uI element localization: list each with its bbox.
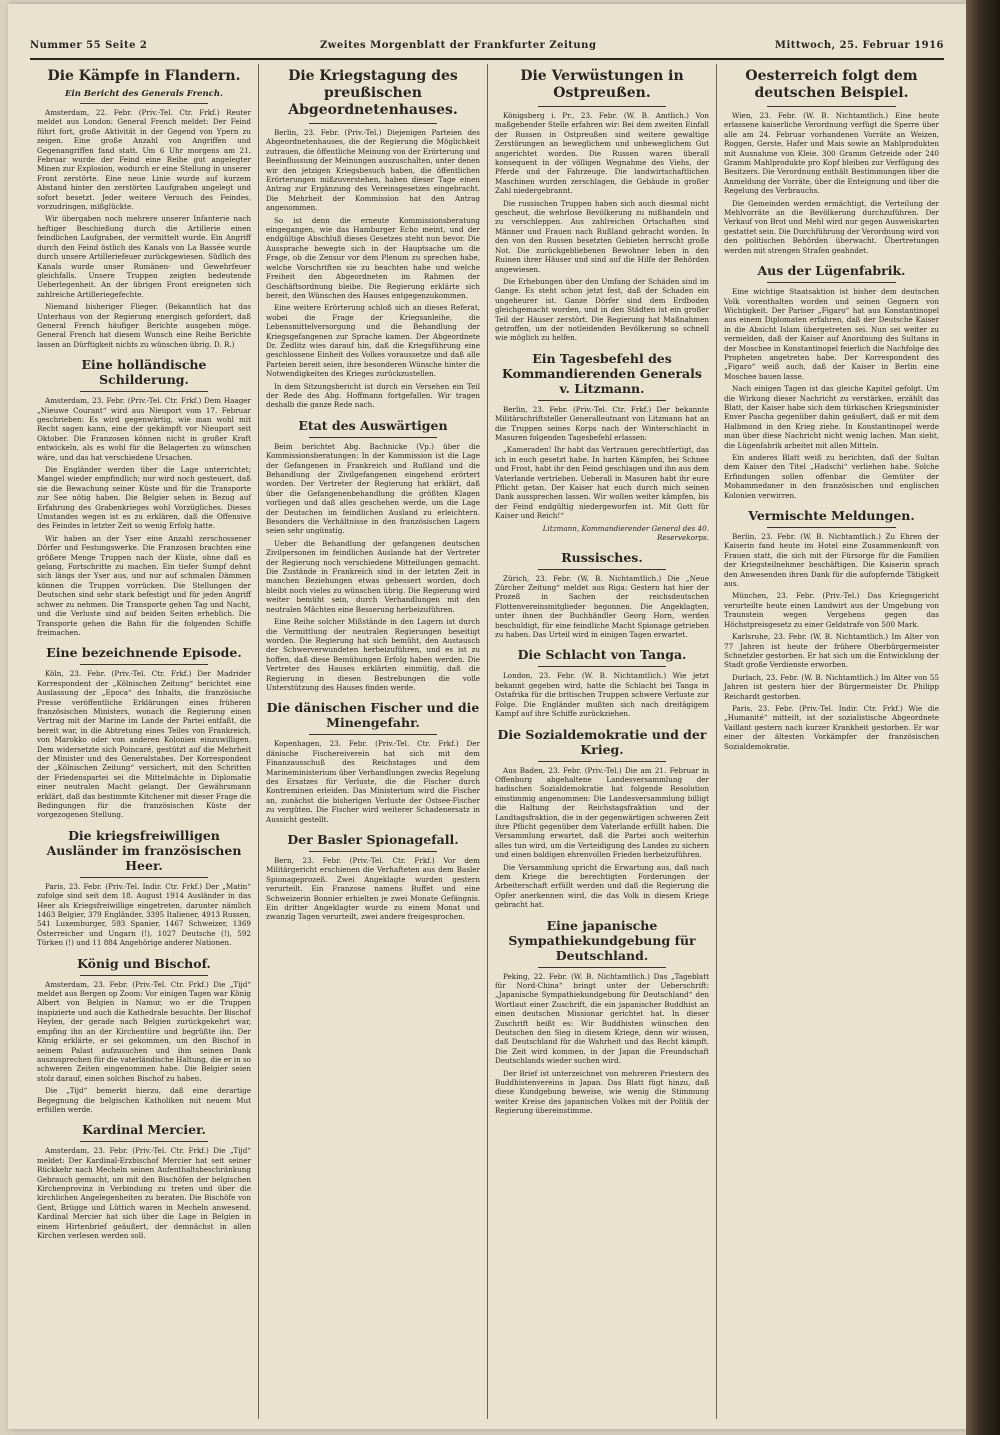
article-paragraph: Eine wichtige Staatsaktion ist bisher dem deutschen Volk vorenthalten worden und seinen Gegnern von Wichtigkeit. Der Pariser „Figaro“ hat aus Konstantinopel aus einem Diplomaten erfahren, daß der Deutsche Kaiser in die Absicht Islam übergetreten sei. Nun sei weiter zu vermelden, daß der Kaiser auf Anordnung des Sultans in der Moschee in Konstantinopel feierlich die Nachfolge des Propheten angetreten habe. Der Korrespondent des „Figaro“ weiß auch, daß der Kaiser in Berlin eine Moschee bauen lasse.: [724, 287, 939, 381]
article-paragraph: Die Erhebungen über den Umfang der Schäden sind im Gange. Es steht schon jetzt fest, daß der Schaden ein ungeheurer ist. Ganze Dörfer sind dem Erdboden gleichgemacht worden, und in den Städten ist ein großer Teil der Häuser zerstört. Die Regierung hat Maßnahmen getroffen, um der notleidenden Bevölkerung so schnell wie möglich zu helfen.: [495, 276, 709, 343]
divider: [538, 666, 666, 667]
article-headline: Die dänischen Fischer und die Minengefahr.: [266, 700, 480, 731]
article: [266, 700, 480, 824]
article-paragraph: Eine weitere Erörterung schloß sich an dieses Referat, wobei die Frage der Kriegsanleihe, die Lebensmittelversorgung und die Behandlung der Kriegsgefangenen zur Sprache kamen. Der Abgeordnete Dr. Zedlitz wies darauf hin, daß die Kriegsführung eine geschlossene Einheit des Volkes voraussetze und daß alle Parteien bereit seien, ihre besonderen Wünsche hinter die Notwendigkeiten des Krieges zurückzustellen.: [266, 303, 480, 379]
divider: [767, 527, 896, 528]
article-paragraph: Beim berichtet Abg. Bachnicke (Vp.) über die Kommissionsberatungen: In der Kommission ist die Lage der Gefangenen in Frankreich und Rußland und die Behandlung der Zivilgefangenen eingehend erörtert worden. Der Vertreter der Regierung hat erklärt, daß über die Gefangenenbehandlung die größten Klagen vorliegen und daß alles geschehen werde, um die Lage der Deutschen im feindlichen Ausland zu erleichtern. Besonders die Verhältnisse in den französischen Lagern seien sehr ungünstig.: [266, 441, 480, 536]
divider: [309, 734, 437, 735]
divider: [767, 106, 896, 107]
article-paragraph: „Kameraden! Ihr habt das Vertrauen gerechtfertigt, das ich in euch gesetzt habe. In harten Kämpfen, bei Schnee und Frost, habt ihr den Feind geschlagen und ihn aus dem Vaterlande vertrieben. Ueberall in Masuren habt ihr eure Pflicht getan. Der Kaiser hat euch durch mich seinen Dank aussprechen lassen. Wir wollen weiter kämpfen, bis der Feind endgültig niedergeworfen ist. Mit Gott für Kaiser und Reich!“: [495, 445, 709, 521]
newspaper-page: [8, 4, 966, 1429]
article-signature: Litzmann, Kommandierender General des 40. Reservekorps.: [542, 523, 709, 542]
article-subhead: Ein Bericht des Generals French.: [65, 89, 223, 99]
divider: [309, 123, 437, 124]
article: [266, 68, 480, 410]
article-body: [495, 405, 709, 521]
article: [724, 68, 939, 255]
divider: [538, 569, 666, 570]
article: [37, 357, 251, 637]
article-body: [495, 111, 709, 343]
column-4: [717, 64, 946, 1419]
article-paragraph: Ueber die Behandlung der gefangenen deutschen Zivilpersonen im feindlichen Auslande hat der Vertreter der Regierung noch verschiedene Mitteilungen gemacht. Die Zustände in Frankreich sind in der letzten Zeit in manchen Beziehungen etwas gebessert worden, doch bleibt noch vieles zu wünschen übrig. Die Regierung wird weiter bemüht sein, durch Verhandlungen mit den neutralen Mächten eine Besserung herbeizuführen.: [266, 538, 480, 614]
column-3: [488, 64, 717, 1419]
article-paragraph: Die russischen Truppen haben sich auch diesmal nicht gescheut, die wehrlose Bevölkerung zu mißhandeln und zu verschleppen. Aus zahlreichen Ortschaften sind Männer und Frauen nach Rußland gebracht worden. In den von den Russen besetzten Gebieten herrscht große Not. Die zurückgebliebenen Bewohner leben in den Ruinen ihrer Häuser und sind auf die Hilfe der Behörden angewiesen.: [495, 198, 709, 274]
article-paragraph: Durlach, 23. Febr. (W. B. Nichtamtlich.) Im Alter von 55 Jahren ist gestern hier der Bürgermeister Dr. Philipp Reichardt gestorben.: [724, 672, 939, 701]
article: [37, 645, 251, 820]
divider: [538, 967, 666, 968]
article-paragraph: London, 23. Febr. (W. B. Nichtamtlich.) Wie jetzt bekannt gegeben wird, hatte die Schlacht bei Tanga in Ostafrika für die britischen Truppen schwere Verluste zur Folge. Die Engländer mußten sich nach dreitägigem Kampf auf ihre Schiffe zurückziehen.: [495, 671, 709, 719]
article-body: [266, 442, 480, 693]
article-paragraph: Kopenhagen, 23. Febr. (Priv.-Tel. Ctr. Frkf.) Der dänische Fischereiverein hat sich mit dem Finanzausschuß des Reichstages und dem Marineministerium über Verhandlungen zwecks Regelung des Ersatzes für Verluste, die die Fischer durch Kontreminen erleiden. Das Ministerium wird die Fischer an, zunächst die bisherigen Verluste der Ostsee-Fischer zu vergüten. Die Fischer wird weiterer Schadenersatz in Aussicht gestellt.: [266, 739, 480, 824]
article-paragraph: Eine Reihe solcher Mißstände in den Lagern ist durch die Vermittlung der neutralen Regierungen beseitigt worden. Die Regierung hat sich bemüht, den Austausch der Schwerverwundeten herbeizuführen, und es ist zu hoffen, daß diese Bemühungen Erfolg haben werden. Die Vertreter des Hauses erklärten einmütig, daß die Regierung in diesen Bestrebungen die volle Unterstützung des Hauses finden werde.: [266, 617, 480, 692]
article-body: [37, 669, 251, 820]
article-headline: Oesterreich folgt dem deutschen Beispiel.: [745, 68, 918, 101]
article-paragraph: Ein anderes Blatt weiß zu berichten, daß der Sultan dem Kaiser den Titel „Hadschi“ verliehen habe. Solche Erfindungen sollen offenbar die Gemüter der Mohammedaner in den französischen und englischen Kolonien verwirren.: [724, 453, 939, 500]
article-headline: König und Bischof.: [77, 955, 211, 971]
article-headline: Die Schlacht von Tanga.: [517, 647, 687, 663]
article-paragraph: Amsterdam, 22. Febr. (Priv.-Tel. Ctr. Frkf.) Reuter meldet aus London: General French meldet: Der Feind führt fort, große Aktivität in der Gegend von Ypern zu zeigen. Eine große Anzahl von Angriffen und Gegenangriffen fand statt. Um 6 Uhr morgens am 21. Februar wurde der Feind eine Reihe gut angelegter Minen zur Explosion, wodurch er eine Stellung in unserer Front zerstörte. Eine neue Linie wurde auf kurzem Abstand hinter den zerstörten Laufgraben angelegt und sofort besetzt. Jeder weitere Versuch des Feindes, vorzudringen, mißglückte.: [37, 108, 251, 212]
article: [37, 1122, 251, 1240]
article-headline: Der Basler Spionagefall.: [287, 832, 459, 847]
article-headline: Die kriegsfreiwilligen Ausländer im französischen Heer.: [46, 827, 242, 873]
article-body: [495, 972, 709, 1116]
article-paragraph: Wir haben an der Yser eine Anzahl zerschossener Dörfer und Festungswerke. Die Franzosen brachten eine größere Menge Truppen nach der Küste, ohne daß es gelang, Fortschritte zu machen. Ein tiefer Sumpf dehnt sich längs der Yser aus, und nur auf schmalen Dämmen können die Truppen vorrücken. Die Stellungen der Deutschen sind sehr stark befestigt und für jeden Angriff schwer zu nehmen. Die Transporte gehen Tag und Nacht, und die Verluste sind auf beiden Seiten erheblich. Die Transporte gehen die Bahn für die folgenden Schiffe freimachen.: [37, 533, 251, 637]
article-paragraph: München, 23. Febr. (Priv.-Tel.) Das Kriegsgericht verurteilte heute einen Landwirt aus der Umgebung von Traunstein wegen Vergehens gegen das Höchstpreisgesetz zu einer Geldstrafe von 500 Mark.: [724, 591, 939, 629]
article-paragraph: Die Versammlung spricht die Erwartung aus, daß nach dem Kriege die berechtigten Forderungen der Arbeiterschaft erfüllt werden und daß die Regierung die Opfer anerkennen wird, die das Volk in diesem Kriege gebracht hat.: [495, 862, 709, 910]
article-paragraph: Peking, 22. Febr. (W. B. Nichtamtlich.) Das „Tageblatt für Nord-China“ bringt unter der Ueberschrift: „Japanische Sympathiekundgebung für Deutschland“ den Wortlaut einer Zuschrift, die ein japanischer Buddhist an einen deutschen Missionar gerichtet hat. In dieser Zuschrift heißt es: Wir Buddhisten wünschen den Deutschen den Sieg in diesem Kriege, denn wir wissen, daß Deutschland für die Wahrheit und das Recht kämpft. Die Zeit wird kommen, in der Japan die Freundschaft Deutschlands wieder suchen wird.: [495, 971, 709, 1066]
divider: [309, 851, 437, 852]
article-headline: Eine holländische Schilderung.: [81, 357, 207, 388]
article-headline: Vermischte Meldungen.: [748, 508, 915, 524]
book-binding: [966, 0, 1000, 1435]
article-body: [495, 574, 709, 640]
columns: [30, 64, 946, 1419]
article-body: [495, 766, 709, 910]
article: [495, 550, 709, 640]
divider: [80, 664, 208, 665]
divider: [80, 1141, 208, 1142]
divider: [80, 877, 208, 878]
article-paragraph: Paris, 23. Febr. (Priv.-Tel. Indir. Ctr. Frkf.) Der „Matin“ zufolge sind seit dem 18. August 1914 Ausländer in das Heer als Kriegsfreiwillige eingetreten, darunter nämlich 1463 Belgier, 379 Engländer, 3395 Italiener, 4913 Russen, 541 Luxemburger, 593 Spanier, 1467 Schweizer, 1369 Österreicher und Ungarn (!), 1027 Deutsche (!), 592 Türken (!) und 11 884 Angehörige anderer Nationen.: [37, 881, 251, 948]
article: [266, 832, 480, 922]
article-paragraph: Wir übergaben noch mehrere unserer Infanterie nach heftiger Beschießung durch die Artillerie einen feindlichen Laufgraben, der vermittelt wurde. Ein Angriff durch den Feind östlich des Kanals von La Bassée wurde durch unsere Artilleriefeuer zurückgewiesen. Südlich des Kanals wurde unser Rumänen- und Gewehrfeuer gleichfalls. Unsere Truppen zeigten bedeutende Ueberlegenheit. An der übrigen Front ereigneten sich zahlreiche Artilleriegefechte.: [37, 214, 251, 299]
article-paragraph: Wien, 23. Febr. (W. B. Nichtamtlich.) Eine heute erlassene kaiserliche Verordnung verfügt die Sperre über alle am 24. Februar vorhandenen Vorräte an Weizen, Roggen, Gerste, Hafer und Mais sowie an Mahlprodukten mit Ausnahme von Kleie. 300 Gramm Getreide oder 240 Gramm Mahlprodukte pro Kopf bleiben zur Verfügung des Besitzers. Die Verordnung enthält Bestimmungen über die Anmeldung der Vorräte, über die Enteignung und über die Regelung des Verbrauchs.: [724, 111, 939, 196]
article-body: [724, 111, 939, 255]
masthead-date: Mittwoch, 25. Februar 1916: [774, 40, 944, 51]
masthead-title: Zweites Morgenblatt der Frankfurter Zeitung: [320, 40, 597, 51]
article-paragraph: Amsterdam, 23. Febr. (Priv.-Tel. Ctr. Frkf.) Die „Tijd“ meldet aus Bergen op Zoom: Vor einigen Tagen war König Albert von Belgien in Namur, wo er die Truppen inspizierte und auch die Kathedrale besuchte. Der Bischof Heylen, der gerade nach Belgien zurückgekehrt war, empfing ihn an der Kirchentüre und begrüßte ihn. Der König erklärte, er sei gekommen, um den Bischof in seinem Palast aufzusuchen und ihm seinen Dank auszusprechen für die vaterländische Haltung, die er in so schweren Zeiten eingenommen habe. Die Belgier seien stolz darauf, einen solchen Bischof zu haben.: [37, 979, 251, 1083]
article-paragraph: Der Brief ist unterzeichnet von mehreren Priestern des Buddhistenvereins in Japan. Das Blatt fügt hinzu, daß diese Kundgebung beweise, wie wenig die Stimmung weiter Kreise des japanischen Volkes mit der Politik der Regierung übereinstimme.: [495, 1068, 709, 1116]
article-paragraph: Köln, 23. Febr. (Priv.-Tel. Ctr. Frkf.) Der Madrider Korrespondent der „Kölnischen Zeitung“ berichtet eine Auslassung der „Epoca“ des Inhalts, die französische Presse veröffentliche Erklärungen eines früheren französischen Ministers, wonach die Regierung einen Vertrag mit der Marine im Lande der Partei entfaßt, die bereit war, in die Abtretung eines Teiles von Frankreich, von Marokko oder von anderen Kolonien einzuwilligen. Dem widersetzte sich Poincaré, gestützt auf die Mehrheit der Minister und des Generalstabes. Der Korrespondent der „Kölnischen Zeitung“ versichert, mit den Schritten der Friedenspartei sei die Mittelmächte in Diplomatie einer neutralen Macht gelangt. Der Gewährsmann erklärt, daß das bestimmte Kitchener mit dieser Frage die Bedingungen für die französischen Küste der vorgezogenen Stellung.: [37, 669, 251, 820]
article-paragraph: Zürich, 23. Febr. (W. B. Nichtamtlich.) Die „Neue Zürcher Zeitung“ meldet aus Riga: Gestern hat hier der Prozeß in Sachen der reichsdeutschen Flottenvereinsmitglieder begonnen. Die Angeklagten, unter ihnen der Buchhändler Georg Horn, werden beschuldigt, für eine feindliche Macht Spionage getrieben zu haben. Das Urteil wird in einigen Tagen erwartet.: [495, 573, 709, 640]
divider: [538, 400, 666, 401]
article-paragraph: Amsterdam, 23. Febr. (Priv.-Tel. Ctr. Frkf.) Die „Tijd“ meldet: Der Kardinal-Erzbischof Mercier hat seit seiner Rückkehr nach Mecheln seinen Aufenthaltsbeschränkung Gebrauch gemacht, um mit den Bischöfen der belgischen Kirchenprovinz in Verbindung zu treten und über die kirchlichen Angelegenheiten zu beraten. Die Bischöfe von Gent, Brügge und Lüttich waren in Mecheln anwesend. Kardinal Mercier hat sich über die Lage in Belgien in einem Hirtenbrief geäußert, der demnächst in allen Kirchen verlesen werden soll.: [37, 1146, 251, 1240]
article: [495, 351, 709, 542]
article: [724, 508, 939, 751]
masthead: [30, 40, 944, 60]
article-body: [495, 671, 709, 718]
article-paragraph: Karlsruhe, 23. Febr. (W. B. Nichtamtlich.) Im Alter von 77 Jahren ist heute der frühere Oberbürgermeister Schnetzler gestorben. Er hat sich um die Entwicklung der Stadt große Verdienste erworben.: [724, 632, 939, 670]
article-paragraph: Die Engländer werden über die Lage unterrichtet; Mangel wieder empfindlich; nur wird noch gesteuert, daß sie die Bewachung seiner Küste und für die Transporte zur See nötig haben. Die Belgier sehen in Bezug auf Erfahrung des Grabenkrieges wohl Vorzügliches. Dieses Umstandes wegen ist es zu erklären, daß die Offensive des Feindes in letzter Zeit so wenig Erfolg hatte.: [37, 465, 251, 531]
article-paragraph: Königsberg i. Pr., 23. Febr. (W. B. Amtlich.) Von maßgebender Stelle erfahren wir: Bei dem zweiten Einfall der Russen in Ostpreußen sind weitere gewaltige Zerstörungen an beweglichem und unbeweglichem Gut angerichtet worden. Die Russen waren überall konsequent in der völligen Wegnahme des Viehs, der Pferde und der Fahrzeuge. Die landwirtschaftlichen Maschinen wurden zerschlagen, die Gebäude in großer Zahl niedergebrannt.: [495, 111, 709, 196]
article-body: [266, 856, 480, 922]
article: [266, 418, 480, 693]
article-paragraph: Berlin, 23. Febr. (Priv.-Tel.) Diejenigen Parteien des Abgeordnetenhauses, die der Regierung die Möglichkeit zutrauen, die öffentliche Meinung von der Erörterung und Beeinflussung der Meinungen auszuschalten, unter denen wir den jetzigen Kriegsbesuch haben, die öffentlichen Erörterungen mißzuverstehen, haben dieser Tage einen Antrag zur Ergänzung des Vereinsgesetzes eingebracht. Die Mehrheit der Kommission hat den Antrag angenommen.: [266, 128, 480, 213]
article: [37, 68, 251, 349]
article-headline: Ein Tagesbefehl des Kommandierenden Generals v. Litzmann.: [502, 350, 702, 396]
article-headline: Eine bezeichnende Episode.: [46, 645, 242, 661]
article-paragraph: Berlin, 23. Febr. (W. B. Nichtamtlich.) Zu Ehren der Kaiserin fand heute im Hotel eine Zusammenkunft von Frauen statt, die sich mit der Fürsorge für die Familien der Kriegsteilnehmer beschäftigen. Die Kaiserin sprach den Anwesenden ihren Dank für die aufopfernde Tätigkeit aus.: [724, 532, 939, 589]
article-body: [266, 128, 480, 410]
divider: [538, 761, 666, 762]
article: [37, 828, 251, 948]
divider: [80, 975, 208, 976]
article-headline: Eine japanische Sympathiekundgebung für Deutschland.: [508, 917, 696, 963]
article: [37, 956, 251, 1115]
article-headline: Etat des Auswärtigen: [298, 417, 448, 433]
article-body: [266, 739, 480, 824]
article-paragraph: Die Gemeinden werden ermächtigt, die Verteilung der Mehlvorräte an die Bevölkerung durchzuführen. Der Verkauf von Brot und Mehl wird nur gegen Ausweiskarten gestattet sein. Die Durchführung der Verordnung wird von den politischen Behörden überwacht. Übertretungen werden mit strengen Strafen geahndet.: [724, 198, 939, 255]
divider: [538, 106, 666, 107]
article-paragraph: Amsterdam, 23. Febr. (Priv.-Tel. Ctr. Frkf.) Dem Haager „Nieuwe Courant“ wird aus Nieuport vom 17. Februar geschrieben: Es wird gegenwärtig, wie man wohl mit Recht sagen kann, eine der gekämpft vor Nieuport seit Oktober. Die Franzosen können nicht in großer Kraft entwickeln, als es wohl für die Belagerten zu wünschen wäre, und das hat verschiedene Ursachen.: [37, 396, 251, 462]
article-headline: Die Sozialdemokratie und der Krieg.: [497, 726, 707, 757]
article-headline: Die Verwüstungen in Ostpreußen.: [520, 68, 684, 101]
article-headline: Die Kriegstagung des preußischen Abgeordnetenhauses.: [288, 68, 458, 118]
article-paragraph: Berlin, 23. Febr. (Priv.-Tel. Ctr. Frkf.) Der bekannte Militärschriftsteller Generalleutnant von Litzmann hat an die Truppen seines Korps nach der Winterschlacht in Masuren folgenden Tagesbefehl erlassen:: [495, 404, 709, 442]
article: [495, 68, 709, 343]
divider: [80, 103, 208, 104]
article-paragraph: So ist denn die erneute Kommissionsberatung eingegangen, wie das Hamburger Echo meint, und der endgültige Abschluß dieses Gesetzes steht nun bevor. Die Aussprache bewegte sich in der Hauptsache um die Frage, ob die Zensur vor dem Plenum zu sprechen habe, welche Vorschriften sie zu beachten habe und welche Freiheit den Abgeordneten im Rahmen der Geschäftsordnung bleibe. Die Regierung erklärte sich bereit, den Wünschen des Hauses entgegenzukommen.: [266, 215, 480, 300]
article-paragraph: Nach einigen Tagen ist das gleiche Kapitel gefolgt. Um die Wirkung dieser Nachricht zu verstärken, erzählt das Blatt, der Kaiser habe sich dem türkischen Kriegsminister Enver Pascha gegenüber dahin geäußert, daß er mit dem Halbmond in den Krieg ziehe. In Konstantinopel werde man über diese Nachricht nicht wenig lachen. Man sieht, die Lügenfabrik arbeitet mit allen Mitteln.: [724, 384, 939, 450]
article: [495, 918, 709, 1116]
article-paragraph: Niemand bisheriger Flieger. (Bekanntlich hat das Unterhaus von der Regierung energisch gefordert, daß General French häufiger Berichte ausgeben möge. General French hat diesem Wunsch eine Reihe Berichte lassen an Dürftigkeit nichts zu wünschen übrig. D. R.): [37, 302, 251, 349]
article-headline: Aus der Lügenfabrik.: [757, 263, 906, 279]
article-body: [37, 1146, 251, 1240]
article-paragraph: Die „Tijd“ bemerkt hierzu, daß eine derartige Begegnung die belgischen Katholiken mit neuem Mut erfüllen werde.: [37, 1086, 251, 1114]
divider: [309, 437, 437, 438]
article-headline: Die Kämpfe in Flandern.: [47, 68, 241, 84]
divider: [80, 391, 208, 392]
article: [495, 647, 709, 718]
masthead-issue: Nummer 55 Seite 2: [30, 40, 148, 51]
article-body: [724, 287, 939, 500]
article-paragraph: Aus Baden, 23. Febr. (Priv.-Tel.) Die am 21. Februar in Offenburg abgehaltene Landesversammlung der badischen Sozialdemokratie hat folgende Resolution einstimmig angenommen: Die Landesversammlung billigt die Haltung der Reichstagsfraktion und der Landtagsfraktion, die in der gegenwärtigen schweren Zeit ihre Pflicht gegenüber dem Vaterlande erfüllt haben. Die Versammlung erwartet, daß die Partei auch weiterhin alles tun wird, um die Verteidigung des Landes zu sichern und einen baldigen ehrenvollen Frieden herbeizuführen.: [495, 765, 709, 860]
article-body: [37, 882, 251, 948]
article-paragraph: Bern, 23. Febr. (Priv.-Tel. Ctr. Frkf.) Vor dem Militärgericht erschienen die Verhafteten aus dem Basler Spionageprozeß. Zwei Angeklagte wurden gestern verurteilt. Ein Franzose namens Buffet und eine Schweizerin Bonnier erhielten je zwei Monate Gefängnis. Ein dritter Angeklagter wurde zu einem Monat und zwanzig Tagen verurteilt, zwei andere freigesprochen.: [266, 856, 480, 922]
article-paragraph: In dem Sitzungsbericht ist durch ein Versehen ein Teil der Rede des Abg. Hoffmann fortgefallen. Wir tragen deshalb die ganze Rede nach.: [266, 381, 480, 410]
article-body: [37, 980, 251, 1115]
article-headline: Kardinal Mercier.: [82, 1122, 206, 1138]
article: [724, 263, 939, 500]
article-body: [37, 108, 251, 349]
divider: [767, 282, 896, 283]
column-1: [30, 64, 259, 1419]
column-2: [259, 64, 488, 1419]
article: [495, 727, 709, 910]
article-body: [37, 396, 251, 637]
article-headline: Russisches.: [561, 549, 643, 565]
article-paragraph: Paris, 23. Febr. (Priv.-Tel. Indir. Ctr. Frkf.) Wie die „Humanité“ mitteilt, ist der sozialistische Abgeordnete Vaillant gestern nach kurzer Krankheit gestorben. Er war einer der ältesten Vorkämpfer der französischen Sozialdemokratie.: [724, 703, 939, 751]
article-body: [724, 532, 939, 751]
